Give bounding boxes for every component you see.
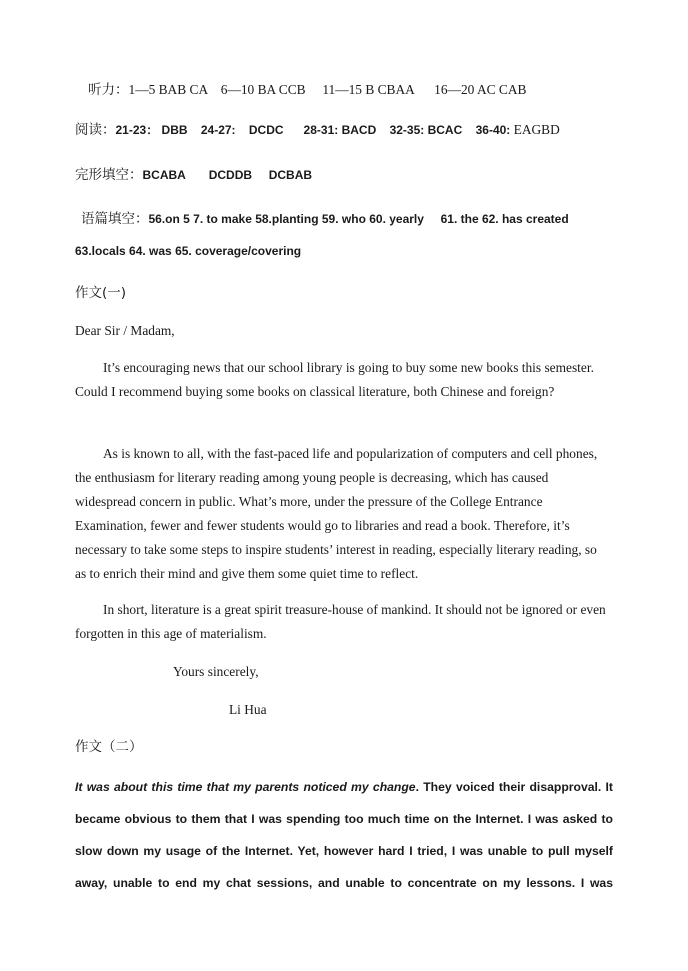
essay1-signature: Li Hua xyxy=(229,702,267,717)
cloze-answers xyxy=(75,167,312,183)
essay2-heading: 作文（二） xyxy=(75,739,143,755)
grammar-label: 语篇填空： xyxy=(81,211,149,227)
listening-label: 听力： xyxy=(88,82,129,98)
cloze-label: 完形填空： xyxy=(75,167,143,183)
reading-tail: EAGBD xyxy=(510,122,560,137)
listening-text: 1—5 BAB CA 6—10 BA CCB 11—15 B CBAA 16—20 AC CAB xyxy=(128,82,527,97)
essay1-paragraph-3: In short, literature is a great spirit treasure-house of mankind. It should not be ignored or even forgotten in this age of materialism. xyxy=(75,602,606,641)
reading-text: 21-23： DBB 24-27: DCDC 28-31: BACD 32-35: BCAC 36-40: xyxy=(115,123,511,137)
listening-answers xyxy=(88,82,526,98)
essay2-paragraph xyxy=(75,771,613,899)
grammar-text-line1: 56.on 5 7. to make 58.planting 59. who 60. yearly 61. the 62. has created xyxy=(148,212,569,226)
grammar-answers-line1 xyxy=(81,211,569,227)
essay2-body: . They voiced their disapproval. It became obvious to them that I was spending too much time on the Internet. I was asked to slow down my usage of the Internet. Yet, however hard I tried, I was unable to pull myself away, unable to end my chat sessions, and unable to concentrate on my lessons. I was xyxy=(75,780,613,890)
cloze-text: BCABA DCDDB DCBAB xyxy=(142,168,313,182)
essay1-closing: Yours sincerely, xyxy=(173,664,259,679)
essay1-paragraph-2: As is known to all, with the fast-paced life and popularization of computers and cell phones, the enthusiasm for literary reading among young people is decreasing, which has caused widespread concern in public. What’s more, under the pressure of the College Entrance Examination, fewer and fewer students would go to libraries and read a book. Therefore, it’s necessary to take some steps to inspire students’ interest in reading, especially literary reading, so as to enrich their mind and give them some quiet time to reflect. xyxy=(75,446,598,581)
essay2-lead-sentence: It was about this time that my parents noticed my change xyxy=(75,780,416,794)
essay1-salutation: Dear Sir / Madam, xyxy=(75,323,175,338)
essay1-heading: 作文(一) xyxy=(75,285,127,301)
reading-label: 阅读： xyxy=(75,122,116,138)
essay1-paragraph-1: It’s encouraging news that our school library is going to buy some new books this semester. Could I recommend buying some books on classical literature, both Chinese and foreign? xyxy=(75,360,594,399)
grammar-answers-line2: 63.locals 64. was 65. coverage/covering xyxy=(75,244,302,258)
reading-answers xyxy=(75,122,560,138)
